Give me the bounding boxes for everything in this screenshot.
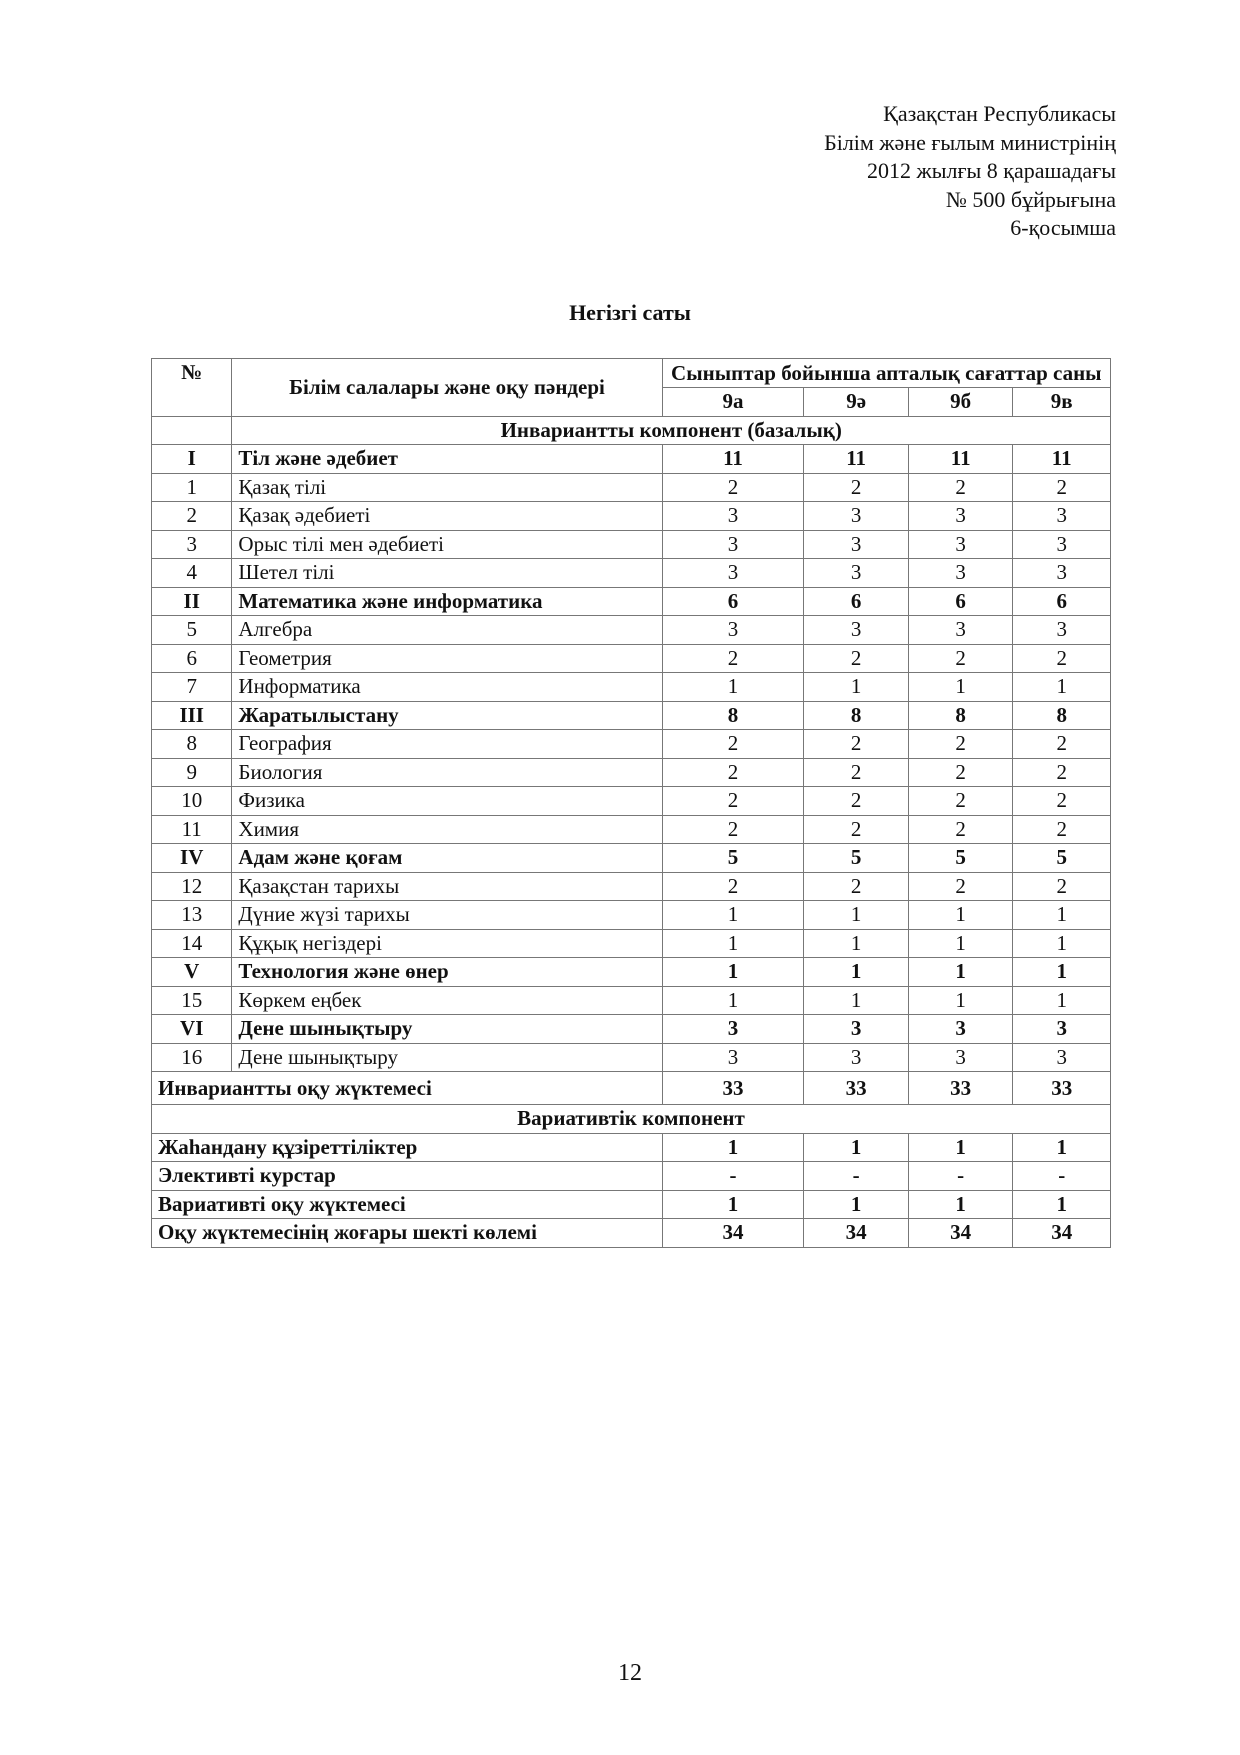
- hours-cell: 2: [1013, 815, 1111, 844]
- hours-cell: -: [1013, 1162, 1111, 1191]
- hours-cell: 1: [1013, 673, 1111, 702]
- hours-cell: 2: [908, 644, 1013, 673]
- variative-row: [152, 1190, 1111, 1219]
- subject-row: [152, 530, 1111, 559]
- row-number: IV: [152, 844, 232, 873]
- row-number: VI: [152, 1015, 232, 1044]
- hours-cell: 1: [1013, 958, 1111, 987]
- hours-cell: 2: [662, 872, 804, 901]
- hours-cell: 6: [908, 587, 1013, 616]
- hours-cell: 2: [804, 730, 909, 759]
- invariant-total-label: Инвариантты оқу жүктемесі: [152, 1072, 663, 1105]
- subject-row: [152, 929, 1111, 958]
- hours-cell: 1: [804, 1133, 909, 1162]
- hours-cell: 1: [804, 1190, 909, 1219]
- hours-cell: 3: [1013, 559, 1111, 588]
- hours-cell: 2: [908, 758, 1013, 787]
- hours-cell: 3: [804, 502, 909, 531]
- hours-cell: 1: [804, 901, 909, 930]
- row-subject: Дүние жүзі тарихы: [232, 901, 662, 930]
- row-number: I: [152, 445, 232, 474]
- variative-section-row: [152, 1105, 1111, 1134]
- hours-cell: 3: [804, 530, 909, 559]
- row-number: III: [152, 701, 232, 730]
- header-class: 9ә: [804, 388, 909, 417]
- subject-row: [152, 673, 1111, 702]
- row-subject: Тіл және әдебиет: [232, 445, 662, 474]
- curriculum-table: [151, 358, 1111, 1248]
- row-subject: Дене шынықтыру: [232, 1015, 662, 1044]
- hours-cell: 6: [662, 587, 804, 616]
- row-number: 12: [152, 872, 232, 901]
- approval-header: [824, 100, 1116, 243]
- subject-row: [152, 730, 1111, 759]
- row-subject: Геометрия: [232, 644, 662, 673]
- hours-cell: 33: [804, 1072, 909, 1105]
- hours-cell: 1: [804, 929, 909, 958]
- hours-cell: 1: [662, 1190, 804, 1219]
- hours-cell: 1: [908, 673, 1013, 702]
- hours-cell: 3: [804, 1043, 909, 1072]
- hours-cell: 1: [662, 901, 804, 930]
- row-subject: Алгебра: [232, 616, 662, 645]
- hours-cell: 3: [1013, 1043, 1111, 1072]
- subject-row: [152, 758, 1111, 787]
- hours-cell: 1: [908, 986, 1013, 1015]
- hours-cell: 3: [662, 559, 804, 588]
- hours-cell: 2: [804, 758, 909, 787]
- row-number: 10: [152, 787, 232, 816]
- variative-section-title: Вариативтік компонент: [152, 1105, 1111, 1134]
- hours-cell: 2: [1013, 787, 1111, 816]
- hours-cell: 1: [662, 986, 804, 1015]
- header-line: Қазақстан Республикасы: [883, 101, 1116, 126]
- hours-cell: 1: [662, 929, 804, 958]
- row-subject: Дене шынықтыру: [232, 1043, 662, 1072]
- row-subject: Көркем еңбек: [232, 986, 662, 1015]
- invariant-section-title: Инвариантты компонент (базалық): [232, 416, 1111, 445]
- row-number: 15: [152, 986, 232, 1015]
- hours-cell: 1: [804, 958, 909, 987]
- hours-cell: 3: [662, 616, 804, 645]
- hours-cell: 3: [908, 502, 1013, 531]
- hours-cell: 1: [1013, 986, 1111, 1015]
- row-subject: Қазақ тілі: [232, 473, 662, 502]
- hours-cell: 34: [804, 1219, 909, 1248]
- hours-cell: 2: [908, 787, 1013, 816]
- row-subject: Технология және өнер: [232, 958, 662, 987]
- hours-cell: 6: [1013, 587, 1111, 616]
- hours-cell: 2: [908, 872, 1013, 901]
- variative-label: Жаһандану құзіреттіліктер: [152, 1133, 663, 1162]
- hours-cell: 2: [1013, 644, 1111, 673]
- hours-cell: 11: [1013, 445, 1111, 474]
- subject-row: [152, 616, 1111, 645]
- hours-cell: 8: [804, 701, 909, 730]
- hours-cell: 2: [908, 473, 1013, 502]
- header-class: 9б: [908, 388, 1013, 417]
- hours-cell: 2: [662, 758, 804, 787]
- header-subjects: Білім салалары және оқу пәндері: [232, 359, 662, 417]
- row-number: 2: [152, 502, 232, 531]
- invariant-section-row: [152, 416, 1111, 445]
- header-line: 6-қосымша: [1010, 215, 1116, 240]
- hours-cell: 3: [1013, 530, 1111, 559]
- row-number: 7: [152, 673, 232, 702]
- hours-cell: 3: [662, 1015, 804, 1044]
- hours-cell: 8: [1013, 701, 1111, 730]
- hours-cell: 5: [908, 844, 1013, 873]
- hours-cell: 33: [908, 1072, 1013, 1105]
- hours-cell: 3: [1013, 616, 1111, 645]
- hours-cell: 5: [804, 844, 909, 873]
- hours-cell: 2: [908, 815, 1013, 844]
- row-subject: Орыс тілі мен әдебиеті: [232, 530, 662, 559]
- hours-cell: 1: [662, 1133, 804, 1162]
- header-line: № 500 бұйрығына: [945, 186, 1116, 212]
- subject-row: [152, 473, 1111, 502]
- row-number: 14: [152, 929, 232, 958]
- section-row: [152, 958, 1111, 987]
- variative-label: Оқу жүктемесінің жоғары шекті көлемі: [152, 1219, 663, 1248]
- variative-row: [152, 1133, 1111, 1162]
- subject-row: [152, 986, 1111, 1015]
- hours-cell: -: [908, 1162, 1013, 1191]
- variative-label: Элективті курстар: [152, 1162, 663, 1191]
- section-row: [152, 701, 1111, 730]
- hours-cell: 5: [662, 844, 804, 873]
- variative-row: [152, 1162, 1111, 1191]
- hours-cell: 8: [908, 701, 1013, 730]
- row-subject: Шетел тілі: [232, 559, 662, 588]
- hours-cell: 3: [662, 502, 804, 531]
- page-title: Негізгі саты: [569, 300, 691, 325]
- variative-row: [152, 1219, 1111, 1248]
- row-number: V: [152, 958, 232, 987]
- row-number: 11: [152, 815, 232, 844]
- hours-cell: 1: [908, 929, 1013, 958]
- row-number: 3: [152, 530, 232, 559]
- row-subject: Биология: [232, 758, 662, 787]
- hours-cell: 3: [662, 530, 804, 559]
- hours-cell: 34: [1013, 1219, 1111, 1248]
- row-subject: Информатика: [232, 673, 662, 702]
- row-subject: Химия: [232, 815, 662, 844]
- hours-cell: 2: [1013, 758, 1111, 787]
- hours-cell: 6: [804, 587, 909, 616]
- hours-cell: 3: [804, 559, 909, 588]
- hours-cell: 1: [804, 673, 909, 702]
- hours-cell: 33: [1013, 1072, 1111, 1105]
- section-row: [152, 587, 1111, 616]
- hours-cell: 1: [908, 901, 1013, 930]
- table-header-row: [152, 359, 1111, 388]
- table-body: [152, 416, 1111, 1247]
- hours-cell: 2: [1013, 730, 1111, 759]
- hours-cell: 11: [908, 445, 1013, 474]
- hours-cell: 1: [1013, 1133, 1111, 1162]
- hours-cell: 1: [1013, 929, 1111, 958]
- page-number: 12: [618, 1660, 642, 1686]
- row-number: 4: [152, 559, 232, 588]
- hours-cell: 3: [908, 530, 1013, 559]
- row-subject: Математика және информатика: [232, 587, 662, 616]
- hours-cell: 2: [1013, 872, 1111, 901]
- hours-cell: 1: [1013, 901, 1111, 930]
- hours-cell: 1: [908, 1190, 1013, 1219]
- hours-cell: 2: [804, 473, 909, 502]
- hours-cell: 3: [1013, 502, 1111, 531]
- hours-cell: 5: [1013, 844, 1111, 873]
- hours-cell: 2: [662, 787, 804, 816]
- row-subject: Адам және қоғам: [232, 844, 662, 873]
- row-number: 16: [152, 1043, 232, 1072]
- hours-cell: 2: [804, 787, 909, 816]
- row-number: 6: [152, 644, 232, 673]
- hours-cell: 34: [662, 1219, 804, 1248]
- hours-cell: 2: [1013, 473, 1111, 502]
- hours-cell: 3: [804, 616, 909, 645]
- section-row: [152, 1015, 1111, 1044]
- subject-row: [152, 787, 1111, 816]
- header-line: 2012 жылғы 8 қарашадағы: [867, 158, 1116, 183]
- row-subject: Қазақ әдебиеті: [232, 502, 662, 531]
- header-class: 9в: [1013, 388, 1111, 417]
- hours-cell: -: [804, 1162, 909, 1191]
- hours-cell: 8: [662, 701, 804, 730]
- row-subject: Жаратылыстану: [232, 701, 662, 730]
- row-subject: Қазақстан тарихы: [232, 872, 662, 901]
- hours-cell: 2: [804, 815, 909, 844]
- hours-cell: 2: [662, 730, 804, 759]
- subject-row: [152, 644, 1111, 673]
- row-subject: География: [232, 730, 662, 759]
- variative-label: Вариативті оқу жүктемесі: [152, 1190, 663, 1219]
- hours-cell: 1: [908, 958, 1013, 987]
- subject-row: [152, 502, 1111, 531]
- header-class: 9а: [662, 388, 804, 417]
- subject-row: [152, 815, 1111, 844]
- hours-cell: 1: [1013, 1190, 1111, 1219]
- hours-cell: -: [662, 1162, 804, 1191]
- header-line: Білім және ғылым министрінің: [824, 129, 1116, 155]
- hours-cell: 1: [804, 986, 909, 1015]
- row-number: 5: [152, 616, 232, 645]
- hours-cell: 3: [908, 1015, 1013, 1044]
- row-number: II: [152, 587, 232, 616]
- row-subject: Физика: [232, 787, 662, 816]
- section-row: [152, 844, 1111, 873]
- hours-cell: 2: [804, 872, 909, 901]
- row-number: 1: [152, 473, 232, 502]
- hours-cell: 2: [662, 473, 804, 502]
- subject-row: [152, 872, 1111, 901]
- hours-cell: 3: [908, 1043, 1013, 1072]
- row-subject: Құқық негіздері: [232, 929, 662, 958]
- hours-cell: 3: [662, 1043, 804, 1072]
- hours-cell: 11: [662, 445, 804, 474]
- header-no: №: [152, 359, 232, 417]
- hours-cell: 2: [908, 730, 1013, 759]
- header-hours: Сыныптар бойынша апталық сағаттар саны: [662, 359, 1110, 388]
- hours-cell: 2: [662, 815, 804, 844]
- hours-cell: 2: [662, 644, 804, 673]
- subject-row: [152, 1043, 1111, 1072]
- hours-cell: 11: [804, 445, 909, 474]
- hours-cell: 3: [804, 1015, 909, 1044]
- subject-row: [152, 901, 1111, 930]
- subject-row: [152, 559, 1111, 588]
- invariant-total-row: [152, 1072, 1111, 1105]
- hours-cell: 1: [662, 958, 804, 987]
- row-number: 8: [152, 730, 232, 759]
- hours-cell: 2: [804, 644, 909, 673]
- row-number: 13: [152, 901, 232, 930]
- row-number: 9: [152, 758, 232, 787]
- hours-cell: 3: [908, 616, 1013, 645]
- hours-cell: 33: [662, 1072, 804, 1105]
- section-row: [152, 445, 1111, 474]
- hours-cell: 1: [662, 673, 804, 702]
- hours-cell: 34: [908, 1219, 1013, 1248]
- hours-cell: 3: [1013, 1015, 1111, 1044]
- hours-cell: 1: [908, 1133, 1013, 1162]
- hours-cell: 3: [908, 559, 1013, 588]
